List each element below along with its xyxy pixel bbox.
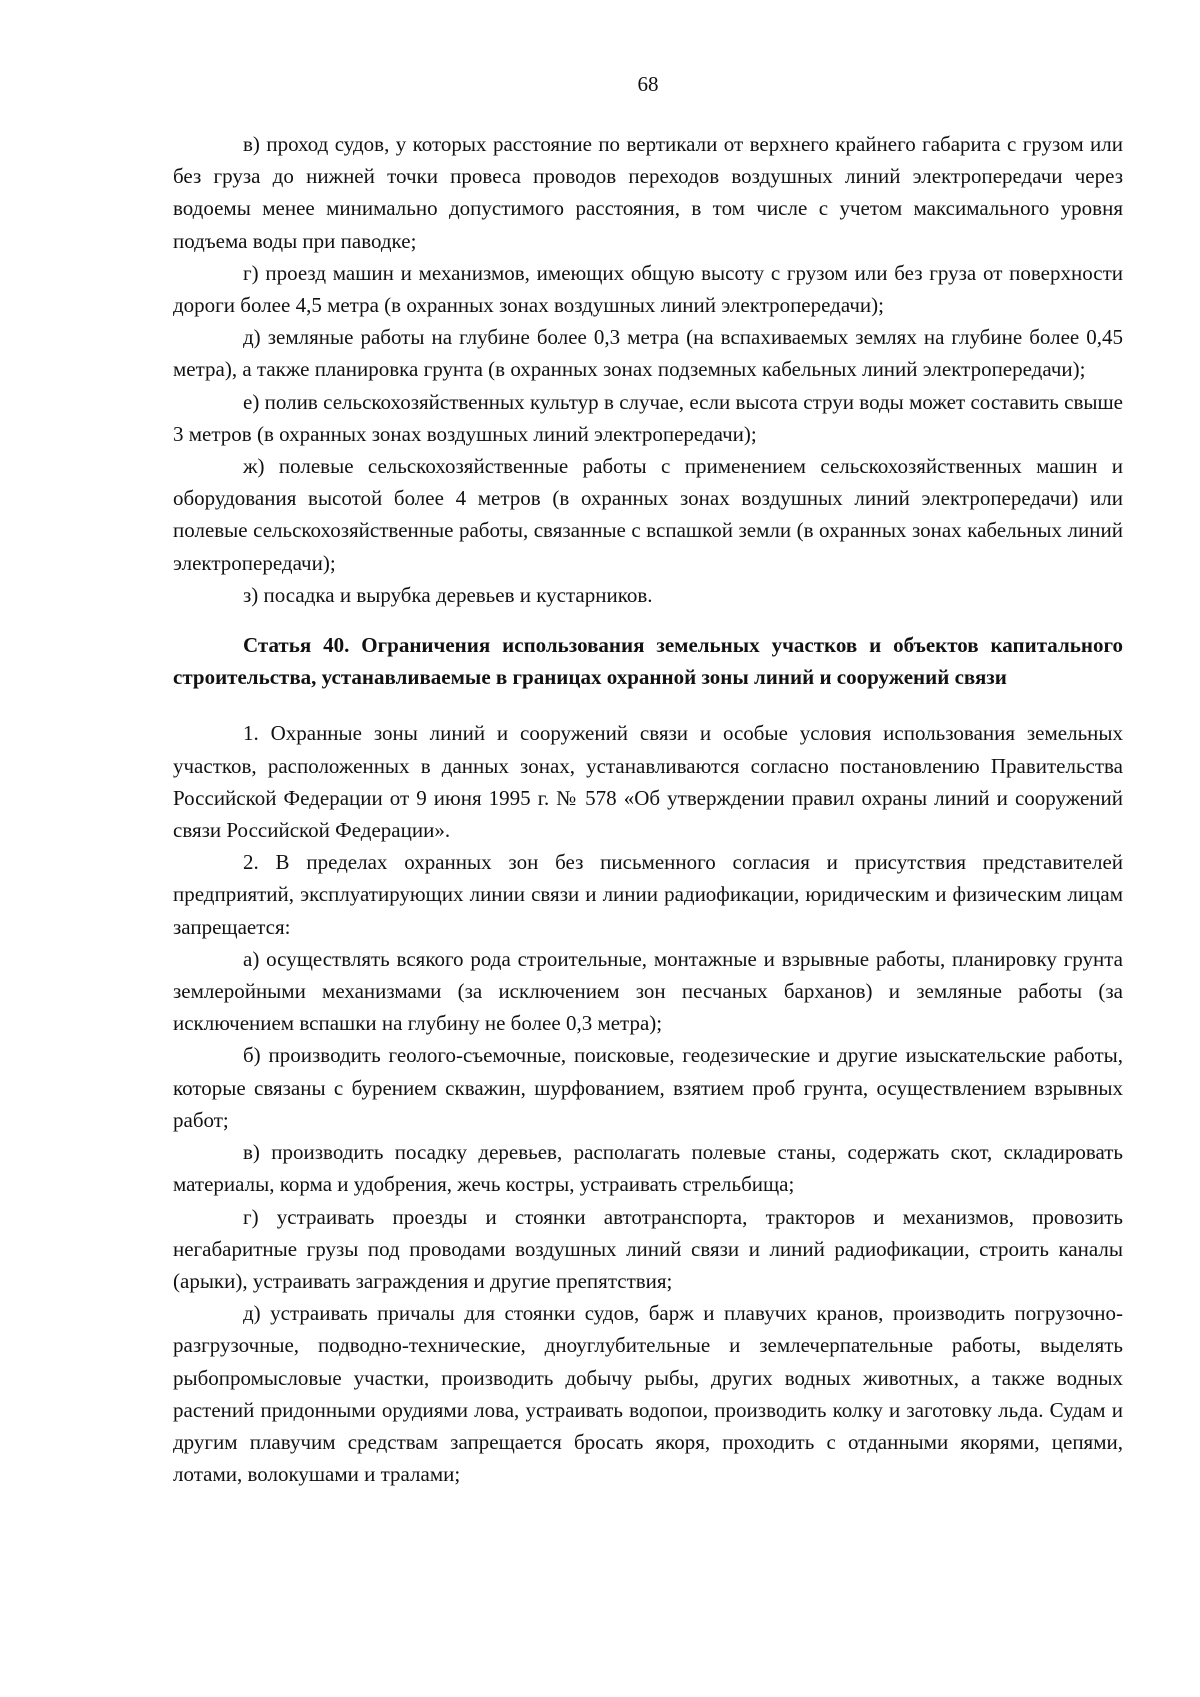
article-item-b: б) производить геолого-съемочные, поисковые, геодезические и другие изыскательские работы, которые связаны с бурением скважин, шурфованием, взятием проб грунта, осуществлением взрывных работ;	[173, 1043, 1123, 1132]
list-item-z: з) посадка и вырубка деревьев и кустарников.	[243, 582, 653, 607]
list-item-v: в) проход судов, у которых расстояние по вертикали от верхнего крайнего габарита с грузом или без груза до нижней точки провеса проводов переходов воздушных линий электропередачи через водоемы менее минимально допустимого расстояния, в том числе с учетом максимального уровня подъема воды при паводке;	[173, 132, 1123, 253]
list-item-zh: ж) полевые сельскохозяйственные работы с применением сельскохозяйственных машин и оборудования высотой более 4 метров (в охранных зонах воздушных линий электропередачи) или полевые сельскохозяйственные работы, связанные с вспашкой земли (в охранных зонах кабельных линий электропередачи);	[173, 454, 1123, 575]
article-item-d: д) устраивать причалы для стоянки судов, барж и плавучих кранов, производить погрузочно-разгрузочные, подводно-технические, дноуглубительные и землечерпательные работы, выделять рыбопромысловые участки, производить добычу рыбы, других водных животных, а также водных растений придонными орудиями лова, устраивать водопои, производить колку и заготовку льда. Судам и другим плавучим средствам запрещается бросать якоря, проходить с отданными якорями, цепями, лотами, волокушами и тралами;	[173, 1301, 1123, 1487]
document-page	[173, 62, 1123, 1490]
article-body	[173, 717, 1123, 1490]
list-continuation	[173, 128, 1123, 611]
article-item-v: в) производить посадку деревьев, располагать полевые станы, содержать скот, складировать материалы, корма и удобрения, жечь костры, устраивать стрельбища;	[173, 1140, 1123, 1197]
list-item-d: д) земляные работы на глубине более 0,3 метра (на вспахиваемых землях на глубине более 0,45 метра), а также планировка грунта (в охранных зонах подземных кабельных линий электропередачи);	[173, 325, 1123, 382]
article-paragraph-2: 2. В пределах охранных зон без письменного согласия и присутствия представителей предприятий, эксплуатирующих линии связи и линии радиофикации, юридическим и физическим лицам запрещается:	[173, 850, 1123, 939]
article-heading: Статья 40. Ограничения использования земельных участков и объектов капитального строительства, устанавливаемые в границах охранной зоны линий и сооружений связи	[173, 633, 1123, 690]
article-paragraph-1: 1. Охранные зоны линий и сооружений связи и особые условия использования земельных участков, расположенных в данных зонах, устанавливаются согласно постановлению Правительства Российской Федерации от 9 июня 1995 г. № 578 «Об утверждении правил охраны линий и сооружений связи Российской Федерации».	[173, 721, 1123, 843]
list-item-e: е) полив сельскохозяйственных культур в случае, если высота струи воды может составить свыше 3 метров (в охранных зонах воздушных линий электропередачи);	[173, 389, 1123, 446]
article-item-a: а) осуществлять всякого рода строительные, монтажные и взрывные работы, планировку грунта землеройными механизмами (за исключением зон песчаных барханов) и земляные работы (за исключением вспашки на глубину не более 0,3 метра);	[173, 946, 1123, 1036]
list-item-g: г) проезд машин и механизмов, имеющих общую высоту с грузом или без груза от поверхности дороги более 4,5 метра (в охранных зонах воздушных линий электропередачи);	[173, 260, 1123, 318]
article-item-g: г) устраивать проезды и стоянки автотранспорта, тракторов и механизмов, провозить негабаритные грузы под проводами воздушных линий связи и линий радиофикации, строить каналы (арыки), устраивать заграждения и другие препятствия;	[173, 1204, 1123, 1293]
page-number: 68	[637, 72, 659, 96]
